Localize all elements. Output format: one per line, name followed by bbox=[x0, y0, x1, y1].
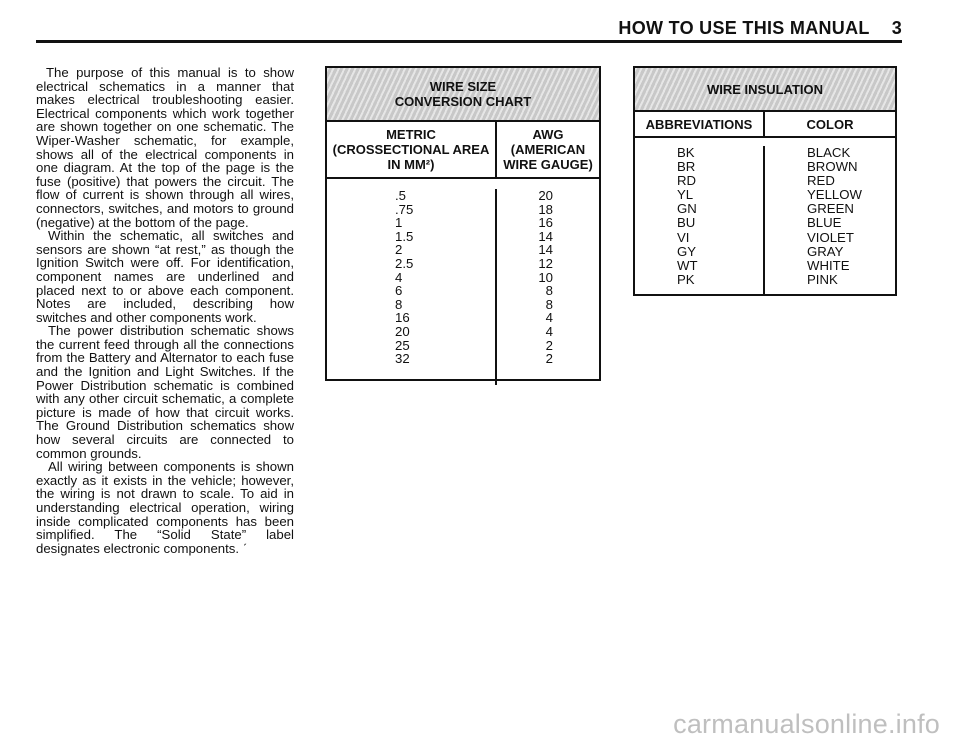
wire-size-title-line2: CONVERSION CHART bbox=[394, 94, 532, 109]
awg-value: 4 bbox=[545, 323, 553, 339]
abbreviation-value: BU bbox=[677, 215, 696, 231]
abbreviation-value: GN bbox=[677, 201, 697, 217]
abbreviation-value: BK bbox=[677, 145, 695, 160]
abbreviation-value: VI bbox=[677, 229, 690, 245]
awg-header-line3: WIRE GAUGE) bbox=[503, 157, 593, 172]
wire-size-table-header bbox=[327, 122, 599, 179]
awg-column-header bbox=[497, 122, 599, 177]
awg-value: 18 bbox=[538, 201, 553, 217]
body-text bbox=[36, 66, 294, 555]
metric-value: 6 bbox=[395, 283, 403, 299]
paragraph: The power distribution schematic shows the current feed through all the connections from the Battery and Alternator to each fuse and the Ignition and Light Switches. If the Power Distribution schematic is combined with any other circuit schematic, a complete picture is made of how that circuit works. The Ground Distribution schematics show how several circuits are connected to common grounds. bbox=[36, 323, 294, 461]
color-value: GRAY bbox=[807, 243, 844, 259]
metric-header-line1: METRIC bbox=[386, 127, 436, 142]
awg-value: 20 bbox=[538, 188, 553, 203]
color-value: VIOLET bbox=[807, 229, 854, 245]
wire-size-table-body bbox=[327, 179, 599, 385]
abbreviation-value: YL bbox=[677, 187, 694, 203]
metric-value: .75 bbox=[395, 201, 414, 217]
abbreviation-value: BR bbox=[677, 159, 696, 175]
abbreviation-value: GY bbox=[677, 243, 697, 259]
page-header bbox=[36, 18, 902, 43]
wire-insulation-title: WIRE INSULATION bbox=[635, 68, 895, 112]
paragraph: Within the schematic, all switches and sensors are shown “at rest,” as though the Ignition Switch were off. For identification, component names are underlined and placed next to or above each component. Notes are included, describing how switches and other components work. bbox=[36, 228, 294, 325]
color-value: BROWN bbox=[807, 159, 858, 175]
metric-value: 32 bbox=[395, 351, 410, 367]
paragraph: The purpose of this manual is to show electrical schematics in a manner that makes electrical troubleshooting easier. Electrical components which work together are shown together on one schematic. The Wiper-Washer schematic, for example, shows all of the electrical components in one diagram. At the top of the page is the fuse (positive) that powers the circuit. The flow of current is shown through all wires, connectors, switches, and motors to ground (negative) at the bottom of the page. bbox=[36, 65, 294, 230]
metric-value: 16 bbox=[395, 310, 410, 326]
paragraph: All wiring between components is shown exactly as it exists in the vehicle; however, the wiring is not drawn to scale. To aid in understanding electrical operation, wiring inside complicated components has been simplified. The “Solid State” label designates electronic components. ˊ bbox=[36, 459, 294, 556]
metric-value: 1 bbox=[395, 215, 403, 231]
color-value: BLACK bbox=[807, 145, 851, 160]
abbreviations-column-header: ABBREVIATIONS bbox=[635, 112, 765, 136]
awg-header-line1: AWG bbox=[532, 127, 564, 142]
color-column bbox=[765, 146, 895, 296]
awg-value: 10 bbox=[538, 269, 553, 285]
awg-value: 14 bbox=[538, 242, 553, 258]
awg-column bbox=[497, 189, 599, 385]
metric-header-line2: (CROSSECTIONAL AREA bbox=[332, 142, 490, 157]
wire-size-table-title bbox=[327, 68, 599, 122]
manual-section-title: HOW TO USE THIS MANUAL bbox=[618, 18, 870, 38]
metric-value: .5 bbox=[395, 188, 406, 203]
metric-column bbox=[327, 189, 497, 385]
color-value: BLUE bbox=[807, 215, 842, 231]
metric-header-line3: IN MM²) bbox=[387, 157, 435, 172]
awg-value: 8 bbox=[545, 296, 553, 312]
site-watermark: carmanualsonline.info bbox=[673, 709, 940, 739]
wire-size-title-line1: WIRE SIZE bbox=[429, 79, 497, 94]
awg-header-line2: (AMERICAN bbox=[510, 142, 586, 157]
wire-insulation-header bbox=[635, 112, 895, 138]
awg-value: 16 bbox=[538, 215, 553, 231]
metric-value: 8 bbox=[395, 296, 403, 312]
abbreviation-value: RD bbox=[677, 173, 697, 189]
color-column-header: COLOR bbox=[806, 116, 854, 132]
abbreviation-value: WT bbox=[677, 257, 698, 273]
wire-size-conversion-table bbox=[325, 66, 601, 381]
page-number: 3 bbox=[891, 18, 902, 38]
awg-value: 4 bbox=[545, 310, 553, 326]
color-value: WHITE bbox=[807, 257, 850, 273]
metric-value: 25 bbox=[395, 337, 410, 353]
color-value: GREEN bbox=[807, 201, 854, 217]
metric-value: 4 bbox=[395, 269, 403, 285]
awg-value: 2 bbox=[545, 351, 553, 367]
wire-insulation-body bbox=[635, 138, 895, 296]
color-value: PINK bbox=[807, 271, 838, 287]
wire-insulation-table bbox=[633, 66, 897, 296]
color-value: RED bbox=[807, 173, 835, 189]
abbreviations-column bbox=[635, 146, 765, 296]
awg-value: 14 bbox=[538, 228, 553, 244]
metric-value: 1.5 bbox=[395, 228, 414, 244]
metric-value: 2 bbox=[395, 242, 403, 258]
metric-column-header bbox=[327, 122, 497, 177]
awg-value: 8 bbox=[545, 283, 553, 299]
awg-value: 12 bbox=[538, 255, 553, 271]
awg-value: 2 bbox=[545, 337, 553, 353]
abbreviation-value: PK bbox=[677, 271, 695, 287]
metric-value: 20 bbox=[395, 323, 410, 339]
metric-value: 2.5 bbox=[395, 255, 414, 271]
color-value: YELLOW bbox=[807, 187, 862, 203]
header-title bbox=[618, 18, 902, 39]
